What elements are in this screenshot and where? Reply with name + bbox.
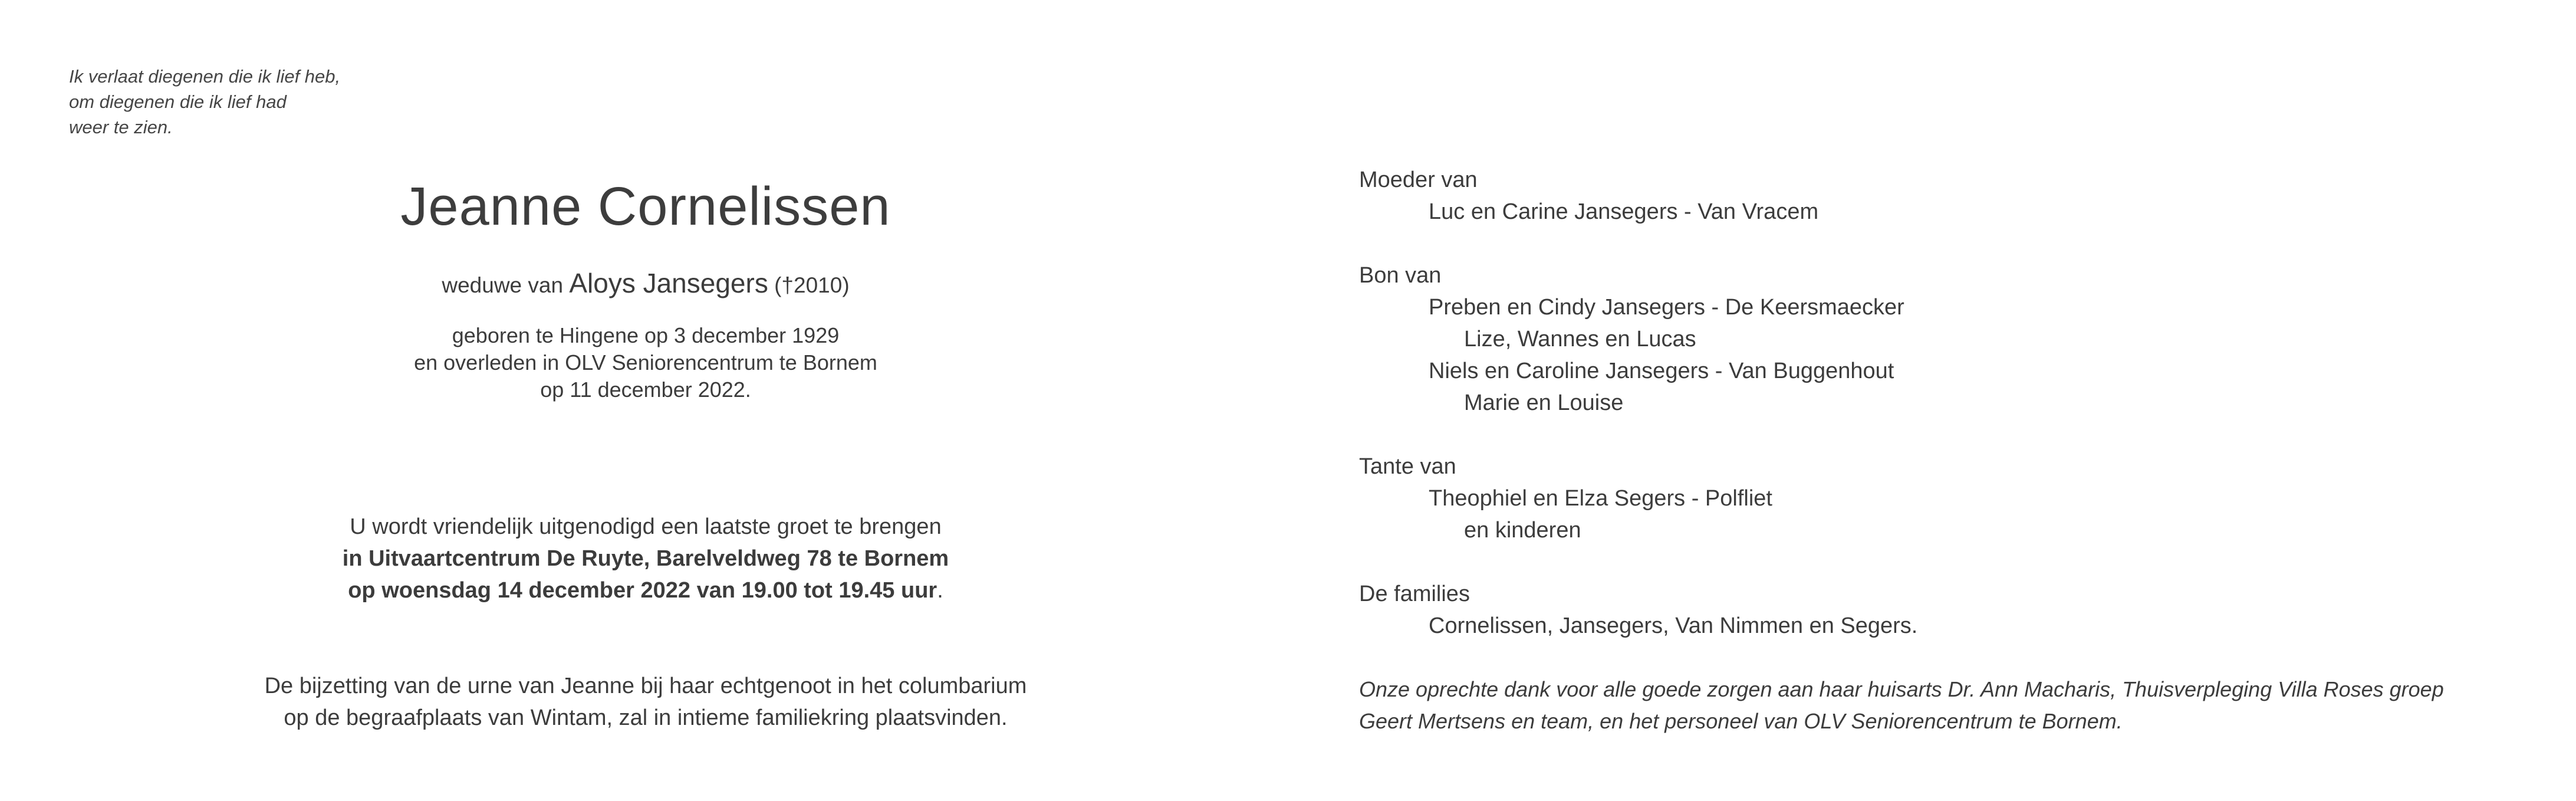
- widow-prefix: weduwe van: [442, 273, 564, 297]
- family-children: Lize, Wannes en Lucas: [1464, 327, 1696, 352]
- widow-line: [0, 265, 1291, 303]
- family-entry: Cornelissen, Jansegers, Van Nimmen en Segers.: [1429, 613, 1918, 638]
- family-entry: Preben en Cindy Jansegers - De Keersmaecker: [1429, 295, 1904, 320]
- family-list: [1359, 164, 2479, 737]
- burial-line: op de begraafplaats van Wintam, zal in intieme familiekring plaatsvinden.: [284, 705, 1008, 730]
- thanks-line: Geert Mertsens en team, en het personeel van OLV Seniorencentrum te Bornem.: [1359, 709, 2123, 733]
- invitation: [0, 511, 1291, 606]
- deceased-name: Jeanne Cornelissen: [400, 176, 891, 237]
- family-entry: Niels en Caroline Jansegers - Van Buggenhout: [1429, 359, 1894, 383]
- burial-line: De bijzetting van de urne van Jeanne bij haar echtgenoot in het columbarium: [264, 674, 1027, 698]
- quote-line: Ik verlaat diegenen die ik lief heb,: [69, 66, 341, 87]
- invitation-location: in Uitvaartcentrum De Ruyte, Barelveldweg 78 te Bornem: [342, 546, 949, 571]
- birth-death-info: [0, 322, 1291, 403]
- died-line: en overleden in OLV Seniorencentrum te Bornem: [414, 350, 877, 375]
- invitation-time-row: [0, 575, 1291, 606]
- spouse-name: Aloys Jansegers: [569, 268, 768, 298]
- mother-heading: Moeder van: [1359, 168, 1478, 192]
- invitation-period: .: [937, 578, 943, 603]
- born-line: geboren te Hingene op 3 december 1929: [452, 323, 840, 347]
- family-entry: Luc en Carine Jansegers - Van Vracem: [1429, 199, 1819, 224]
- opening-quote: [69, 64, 482, 140]
- grandmother-heading: Bon van: [1359, 263, 1442, 288]
- quote-line: weer te zien.: [69, 117, 173, 137]
- quote-line: om diegenen die ik lief had: [69, 91, 287, 112]
- thanks-line: Onze oprechte dank voor alle goede zorgen aan haar huisarts Dr. Ann Macharis, Thuisverpleging Villa Roses groep: [1359, 677, 2444, 701]
- family-entry: Theophiel en Elza Segers - Polfliet: [1429, 486, 1772, 511]
- died-date-line: op 11 december 2022.: [540, 377, 751, 402]
- spouse-death: (†2010): [774, 273, 850, 297]
- thanks-note: [1359, 674, 2479, 737]
- invitation-time: op woensdag 14 december 2022 van 19.00 tot 19.45 uur: [348, 578, 937, 603]
- family-children: Marie en Louise: [1464, 390, 1624, 415]
- burial-info: [0, 670, 1291, 734]
- invitation-line: U wordt vriendelijk uitgenodigd een laatste groet te brengen: [350, 514, 942, 539]
- family-children: en kinderen: [1464, 518, 1581, 543]
- aunt-heading: Tante van: [1359, 454, 1456, 479]
- families-heading: De families: [1359, 582, 1470, 606]
